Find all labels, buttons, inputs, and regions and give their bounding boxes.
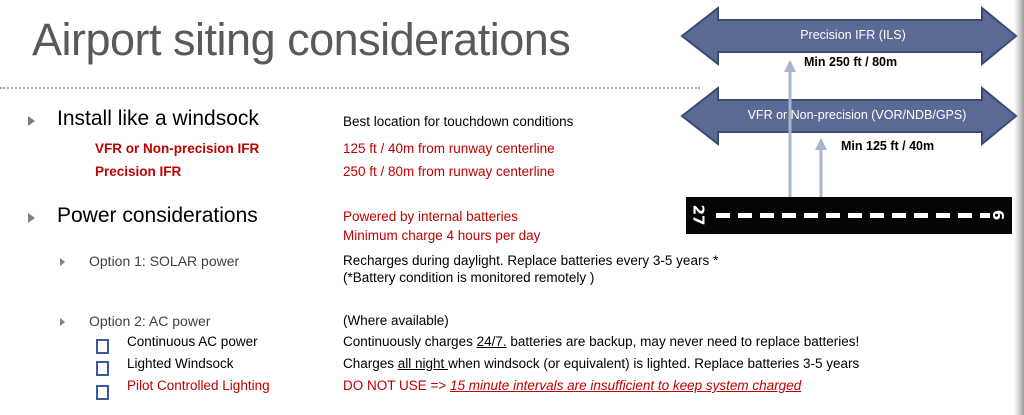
ifr-value: 250 ft / 80m from runway centerline [343,164,555,179]
title-divider [0,87,700,89]
option2-label: Option 2: AC power [89,313,211,329]
item-pcl-desc: DO NOT USE => 15 minute intervals are insufficient to keep system charged [343,378,802,393]
checkbox-icon [96,361,109,376]
option1-label: Option 1: SOLAR power [89,253,240,269]
item-lighted-windsock-desc: Charges all night when windsock (or equivalent) is lighted. Replace batteries 3-5 years [343,356,860,371]
runway-number-27: 27 [689,204,708,226]
centerline-dash [892,213,906,218]
vfr-nonprecision-label: VFR or Non-precision (VOR/NDB/GPS) [747,108,967,122]
centerline-dash [782,213,796,218]
centerline-dash [936,213,950,218]
precision-ifr-label: Precision IFR (ILS) [800,28,906,42]
option1-desc: Recharges during daylight. Replace batteries every 3-5 years * [343,253,719,268]
precision-ifr-min: Min 250 ft / 80m [804,55,898,69]
centerline-dash [958,213,972,218]
runway-number-9: 9 [990,209,1009,221]
section-install-heading: Install like a windsock [57,107,259,130]
centerline-dash [738,213,752,218]
runway [686,197,1012,234]
checkbox-icon [96,385,109,400]
item-continuous-ac-label: Continuous AC power [127,334,258,349]
item-pcl-label: Pilot Controlled Lighting [127,378,270,393]
vfr-value: 125 ft / 40m from runway centerline [343,141,555,156]
power-note-charge: Minimum charge 4 hours per day [343,228,541,243]
centerline-dash [870,213,884,218]
vfr-nonprecision-min: Min 125 ft / 40m [841,139,935,153]
bullet-icon [28,213,35,223]
checkbox-icon [96,339,109,354]
install-note: Best location for touchdown conditions [343,114,574,129]
bullet-icon [28,116,35,126]
vfr-offset-arrowhead [815,138,827,150]
page-title: Airport siting considerations [32,14,571,65]
option2-desc: (Where available) [343,313,449,328]
ifr-label: Precision IFR [95,164,182,179]
item-continuous-ac-desc: Continuously charges 24/7. batteries are backup, may never need to replace batteries! [343,334,860,349]
centerline-dash [826,213,840,218]
sub-bullet-icon [60,258,65,266]
section-power-heading: Power considerations [57,204,258,227]
centerline-dash [848,213,862,218]
centerline-dash [980,213,990,218]
centerline-dash [804,213,818,218]
power-note-batteries: Powered by internal batteries [343,209,518,224]
sub-bullet-icon [60,318,65,326]
item-lighted-windsock-label: Lighted Windsock [127,356,234,371]
centerline-dash [914,213,928,218]
ifr-offset-arrowhead [784,60,796,72]
vfr-label: VFR or Non-precision IFR [95,141,260,156]
option1-note: (*Battery condition is monitored remotely ) [343,270,595,285]
centerline-dash [716,213,730,218]
centerline-dash [760,213,774,218]
